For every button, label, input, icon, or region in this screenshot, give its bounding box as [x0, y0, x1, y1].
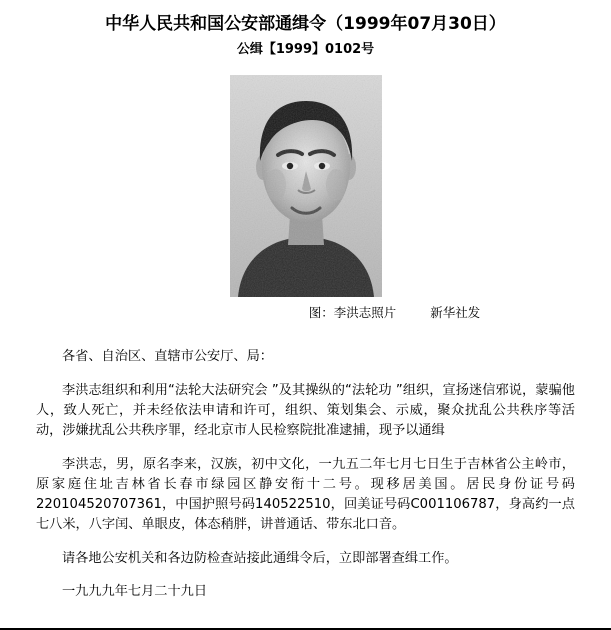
photo-container [230, 75, 481, 321]
portrait-photo-graphic [230, 75, 382, 297]
paragraph-personal-details: 李洪志，男，原名李来，汉族，初中文化，一九五二年七月七日生于吉林省公主岭市，原家庭住址吉林省长春市绿园区静安衔十二号。现移居美国。居民身份证号码220104520707361，中国护照号码140522510，回美证号码C001106787，身高约一点七八米，八字闰、单眼皮，体态稍胖，讲普通话、带东北口音。 [36, 457, 575, 532]
document-page [0, 13, 611, 630]
photo-credit: 新华社发 [430, 305, 481, 320]
paragraph-addressee: 各省、自治区、直辖市公安厅、局： [62, 349, 273, 364]
photo-caption [230, 305, 560, 321]
issue-date: 一九九九年七月二十九日 [62, 584, 208, 599]
paragraph-instruction: 请各地公安机关和各边防检查站接此通缉令后，立即部署查缉工作。 [62, 551, 458, 566]
document-body [36, 347, 575, 602]
paragraph-charges: 李洪志组织和利用“法轮大法研究会 ”及其操纵的“法轮功 ”组织，宣扬迷信邪说，蒙骗他人，致人死亡，并未经依法申请和许可，组织、策划集会、示威，聚众扰乱公共秩序等活动，涉嫌扰乱公共秩序罪，经北京市人民检察院批准逮捕，现予以通缉 [36, 383, 575, 438]
portrait-photo [230, 75, 382, 297]
document-number: 公缉【1999】0102号 [236, 42, 375, 57]
page-title: 中华人民共和国公安部通缉令（1999年07月30日） [105, 14, 506, 34]
photo-caption-text: 图：李洪志照片 [308, 305, 397, 320]
